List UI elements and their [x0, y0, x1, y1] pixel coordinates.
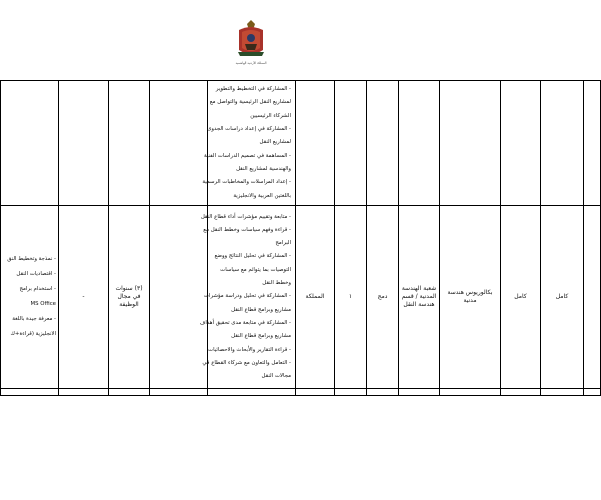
dash-cell [59, 81, 109, 206]
empty-cell [208, 389, 296, 396]
duty-line: مشاريع وبرامج قطاع النقل [231, 306, 291, 313]
requirement-line: الانجليزية (قراءة+ك [10, 331, 56, 337]
requirements-list [1, 252, 58, 342]
requirement-line: - معرفة جيدة باللغة [12, 316, 56, 322]
degree-text: بكالوريوس هندسة مدنية [447, 289, 493, 304]
req-cell [1, 81, 59, 206]
duty-line: - التعامل والتعاون مع شركاء القطاع في [202, 359, 291, 366]
empty-cell [501, 389, 541, 396]
degree-cell [440, 206, 501, 389]
blank-cell [150, 206, 208, 389]
empty-cell [59, 389, 109, 396]
duty-line: وخطط النقل [262, 280, 291, 287]
duties-list [199, 209, 295, 386]
type-cell: دمج [367, 206, 399, 389]
empty-cell [584, 389, 601, 396]
type-cell [367, 81, 399, 206]
duty-line: - المشاركة في التخطيط والتطوير [215, 86, 291, 93]
requirement-line: - استخدام برامج [19, 286, 56, 292]
duty-line: - المساهمة في تصميم الدراسات الفنية [204, 152, 291, 159]
table-row [1, 81, 601, 206]
empty-cell [541, 389, 584, 396]
status2-cell [541, 81, 584, 206]
duty-line: والهندسية لمشاريع النقل [236, 165, 291, 172]
experience-cell [109, 206, 150, 389]
experience-cell [109, 81, 150, 206]
duty-line: - المشاركة في تحليل النتائج ووضع [214, 253, 291, 260]
degree-cell [440, 81, 501, 206]
duty-line: - قراءة التقارير والأبحاث والاحصائيات [208, 346, 291, 353]
empty-cell [367, 389, 399, 396]
empty-cell [399, 389, 440, 396]
empty-cell [440, 389, 501, 396]
empty-cell [150, 389, 208, 396]
specialization-cell [399, 206, 440, 389]
duty-line: لمشاريع النقل [259, 139, 291, 146]
blank-cell [150, 81, 208, 206]
location-cell [296, 81, 335, 206]
duty-line: - قراءة وفهم سياسات وخطط النقل مع [203, 226, 291, 233]
empty-cell [335, 389, 367, 396]
count-cell [335, 81, 367, 206]
duty-line: مجالات النقل [261, 373, 291, 380]
government-caption: المملكة الأردنية الهاشمية [235, 61, 267, 65]
req-cell [1, 206, 59, 389]
duty-line: البرامج [275, 240, 291, 247]
duty-line: - المشاركة في تحليل ودراسة مؤشرات [203, 293, 291, 300]
requirement-line: - نمذجة وتخطيط النق [7, 256, 56, 262]
table-row [1, 389, 601, 396]
duty-line: لمشاريع النقل الرئيسية والتواصل مع [209, 99, 291, 106]
duty-line: باللغتين العربية والانجليزية [233, 192, 291, 199]
dash-cell: - [59, 206, 109, 389]
jordan-coat-of-arms-icon [236, 20, 266, 60]
edge-cell [584, 81, 601, 206]
empty-cell [109, 389, 150, 396]
status2-cell: كامل [541, 206, 584, 389]
count-cell: ١ [335, 206, 367, 389]
requirement-line: MS Office [30, 301, 56, 307]
duty-line: - المشاركة في متابعة مدى تحقيق أهداف [199, 319, 291, 326]
specialization-text: شعبة الهندسة المدنية / قسم هندسة النقل [401, 285, 437, 308]
requirement-line: - اقتصاديات النقل [16, 271, 56, 277]
duty-line: مشاريع وبرامج قطاع النقل [231, 333, 291, 340]
table-row [1, 206, 601, 389]
experience-text: (٣) سنوات في مجال الوظيفة [115, 285, 143, 308]
duties-cell [202, 81, 296, 206]
specialization-cell [399, 81, 440, 206]
location-cell: المملكة [296, 206, 335, 389]
status-cell: كامل [501, 206, 541, 389]
duty-line: التوصيات بما يتوائم مع سياسات [220, 266, 291, 273]
duties-cell [199, 206, 296, 389]
empty-cell [296, 389, 335, 396]
duty-line: الشركاء الرئيسيين [250, 112, 291, 119]
empty-cell [1, 389, 59, 396]
duties-list [202, 81, 295, 205]
edge-cell [584, 206, 601, 389]
status-cell [501, 81, 541, 206]
duty-line: - إعداد المراسلات والمخاطبات الرسمية [202, 179, 291, 186]
duty-line: - المشاركة في إعداد دراسات الجدوى [207, 126, 291, 133]
duty-line: - متابعة وتقييم مؤشرات أداء قطاع النقل [200, 213, 291, 220]
jobs-table [0, 80, 601, 396]
